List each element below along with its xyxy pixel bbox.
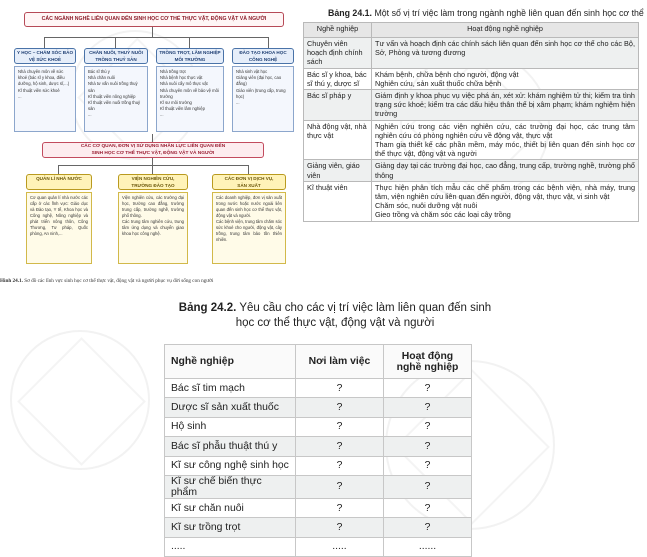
job-cell: Nhà động vật, nhà thực vật	[304, 120, 372, 160]
table-row	[304, 38, 639, 69]
activity-cell: ?	[383, 417, 471, 436]
job-cell: Giảng viên, giáo viên	[304, 160, 372, 181]
table-header-row	[304, 23, 639, 38]
activity-cell: Giám định y khoa phục vụ việc phá án, xét xử: khám nghiệm tử thi; kiểm tra tình trạng sức khoẻ; kiểm tra các dấu hiệu thân thể bị xâm phạm; khám nghiệm hiện trường	[372, 90, 639, 121]
activity-cell: ?	[383, 379, 471, 398]
job-cell: Kĩ sư công nghệ sinh học	[165, 456, 296, 475]
activity-cell: Khám bệnh, chữa bệnh cho người, động vật Nghiên cứu, sản xuất thuốc chữa bệnh	[372, 68, 639, 89]
job-cell: Bác sĩ y khoa, bác sĩ thú y, dược sĩ	[304, 68, 372, 89]
activity-cell: ?	[383, 437, 471, 456]
job-cell: Dược sĩ sản xuất thuốc	[165, 398, 296, 417]
activity-cell: ?	[383, 475, 471, 498]
workplace-cell: ?	[296, 456, 384, 475]
activity-cell: ?	[383, 518, 471, 537]
workplace-cell: .....	[296, 537, 384, 556]
table-24-1	[303, 22, 639, 222]
job-cell: Kĩ thuật viên	[304, 181, 372, 221]
connector	[152, 27, 153, 37]
column-header: Nghề nghiệp	[165, 345, 296, 379]
table-header-row	[165, 345, 472, 379]
activity-cell: ?	[383, 456, 471, 475]
category-cultivation-list: Nhà trồng trọt Nhà bệnh học thực vật Nhà nuôi cấy mô thực vật Nhà chuyên môn về bảo vệ môi trường Kĩ sư môi trường Kĩ thuật viên lâm nghiệp ...	[156, 66, 224, 132]
agency-research-title: VIỆN NGHIÊN CỨU, TRƯỜNG ĐÀO TẠO	[118, 174, 188, 190]
activity-cell: ......	[383, 537, 471, 556]
table-24-2	[164, 344, 472, 557]
table-row	[165, 379, 472, 398]
workplace-cell: ?	[296, 518, 384, 537]
table-row	[165, 398, 472, 417]
activity-cell: Thực hiện phân tích mẫu các chế phẩm trong các bệnh viện, nhà máy, trung tâm, viện nghiên cứu liên quan đến người, động vật, thực vật, vi sinh vật Chăm sóc, nuôi dưỡng vật nuôi Gieo trồng và chăm sóc các loại cây trồng	[372, 181, 639, 221]
connector	[152, 165, 153, 174]
column-header: Hoạt động nghề nghiệp	[372, 23, 639, 38]
column-header: Nơi làm việc	[296, 345, 384, 379]
job-cell: Chuyên viên hoạch định chính sách	[304, 38, 372, 69]
connector	[248, 165, 249, 174]
category-training-title: ĐÀO TẠO KHOA HỌC CÔNG NGHỆ	[232, 48, 294, 64]
column-header: Hoạt động nghề nghiệp	[383, 345, 471, 379]
table-row	[165, 518, 472, 537]
table-row	[304, 120, 639, 160]
job-cell: Kĩ sư chăn nuôi	[165, 498, 296, 517]
agency-service-desc: Các doanh nghiệp, đơn vị sản xuất trong nước hoặc nước ngoài liên quan đến sinh học cơ thể thực vật, động vật và người. Các bệnh viện, trung tâm chăm sóc sức khoẻ cho người, động vật, cây trồng, trung tâm bảo tồn thiên nhiên.	[212, 192, 286, 264]
job-cell: Hộ sinh	[165, 417, 296, 436]
table-row	[304, 160, 639, 181]
job-cell: Bác sĩ pháp y	[304, 90, 372, 121]
activity-cell: ?	[383, 398, 471, 417]
table-row	[304, 90, 639, 121]
workplace-cell: ?	[296, 475, 384, 498]
job-cell: .....	[165, 537, 296, 556]
connector	[44, 37, 45, 48]
agency-state-title: QUẢN LÍ NHÀ NƯỚC	[26, 174, 92, 190]
connector	[268, 37, 269, 48]
table-24-1-title: Bảng 24.1. Một số vị trí việc làm trong ngành nghề liên quan đến sinh học cơ thể	[328, 8, 644, 18]
table-24-2-title: Bảng 24.2. Yêu cầu cho các vị trí việc làm liên quan đến sinh học cơ thể thực vật, động vật và người	[178, 302, 492, 329]
job-cell: Kĩ sư trồng trọt	[165, 518, 296, 537]
agency-service-title: CÁC ĐƠN VỊ DỊCH VỤ, SẢN XUẤT	[212, 174, 286, 190]
column-header: Nghề nghiệp	[304, 23, 372, 38]
workplace-cell: ?	[296, 437, 384, 456]
activity-cell: Giảng dạy tại các trường đại học, cao đẳng, trung cấp, trường nghề, trường phổ thông	[372, 160, 639, 181]
table-row	[165, 475, 472, 498]
figure-24-1-diagram	[0, 6, 300, 296]
table-row	[165, 498, 472, 517]
workplace-cell: ?	[296, 398, 384, 417]
category-training-list: Nhà sinh vật học Giảng viên (đại học, cao đẳng) Giáo viên (trung cấp, trung học) ...	[232, 66, 294, 132]
connector	[152, 134, 153, 142]
activity-cell: ?	[383, 498, 471, 517]
category-cultivation-title: TRỒNG TRỌT, LÂM NGHIỆP MÔI TRƯỜNG	[156, 48, 224, 64]
agencies-heading: CÁC CƠ QUAN, ĐƠN VỊ SỬ DỤNG NHÂN LỰC LIÊN QUAN ĐẾN SINH HỌC CƠ THỂ THỰC VẬT, ĐỘNG VẬT VÀ NGƯỜI	[42, 142, 264, 158]
category-health-title: Y HỌC – CHĂM SÓC BẢO VỆ SỨC KHOẺ	[14, 48, 76, 64]
figure-caption: Hình 24.1. Sơ đồ các lĩnh vực sinh học cơ thể thực vật, động vật và người phục vụ đời sống con người	[0, 278, 214, 284]
activity-cell: Tư vấn và hoạch định các chính sách liên quan đến sinh học cơ thể cho các Bộ, Sở, Phòng và tương đương	[372, 38, 639, 69]
connector	[58, 165, 59, 174]
table-row	[165, 417, 472, 436]
category-health-list: Nhà chuyên môn về sức khoẻ (bác sĩ y khoa, điều dưỡng, hộ sinh, dược sĩ,...) Kĩ thuật viên sức khoẻ ...	[14, 66, 76, 132]
table-row	[165, 537, 472, 556]
activity-cell: Nghiên cứu trong các viện nghiên cứu, các trường đại học, các trung tâm nghiên cứu có phòng nghiên cứu về động vật, thực vật Tham gia thiết kế các phần mềm, máy móc, thiết bị liên quan đến sinh học cơ thể thực vật, động vật và người	[372, 120, 639, 160]
connector	[115, 37, 116, 48]
job-cell: Bác sĩ tim mạch	[165, 379, 296, 398]
connector	[189, 37, 190, 48]
job-cell: Kĩ sư chế biến thực phẩm	[165, 475, 296, 498]
diagram-title: CÁC NGÀNH NGHỀ LIÊN QUAN ĐẾN SINH HỌC CƠ THỂ THỰC VẬT, ĐỘNG VẬT VÀ NGƯỜI	[24, 12, 284, 27]
connector	[44, 37, 268, 38]
table-row	[304, 181, 639, 221]
watermark-logo	[10, 330, 150, 470]
workplace-cell: ?	[296, 417, 384, 436]
connector	[152, 158, 153, 165]
workplace-cell: ?	[296, 498, 384, 517]
job-cell: Bác sĩ phẫu thuật thú y	[165, 437, 296, 456]
workplace-cell: ?	[296, 379, 384, 398]
agency-research-desc: Viện nghiên cứu, các trường đại học, trường cao đẳng, trường trung cấp, trường nghề, trường phổ thông. Các trung tâm nghiên cứu, trung tâm ứng dụng và chuyển giao khoa học công nghệ.	[118, 192, 188, 264]
category-livestock-title: CHĂN NUÔI, THUỶ NUÔI TRỒNG THUỶ SẢN	[84, 48, 148, 64]
table-row	[304, 68, 639, 89]
table-row	[165, 437, 472, 456]
table-row	[165, 456, 472, 475]
connector	[58, 165, 248, 166]
agency-state-desc: Cơ quan quản lí nhà nước các cấp ở các lĩnh vực: Giáo dục và Đào tạo, Y tế, Khoa học và Công nghệ, Nông nghiệp và phát triển nông thôn, Công Thương, Tư pháp, Quốc phòng, An ninh,...	[26, 192, 92, 264]
category-livestock-list: Bác sĩ thú y Nhà chăn nuôi Nhà tư vấn nuôi trồng thuỷ sản Kĩ thuật viên nông nghiệp Kĩ thuật viên nuôi trồng thuỷ sản ...	[84, 66, 148, 132]
